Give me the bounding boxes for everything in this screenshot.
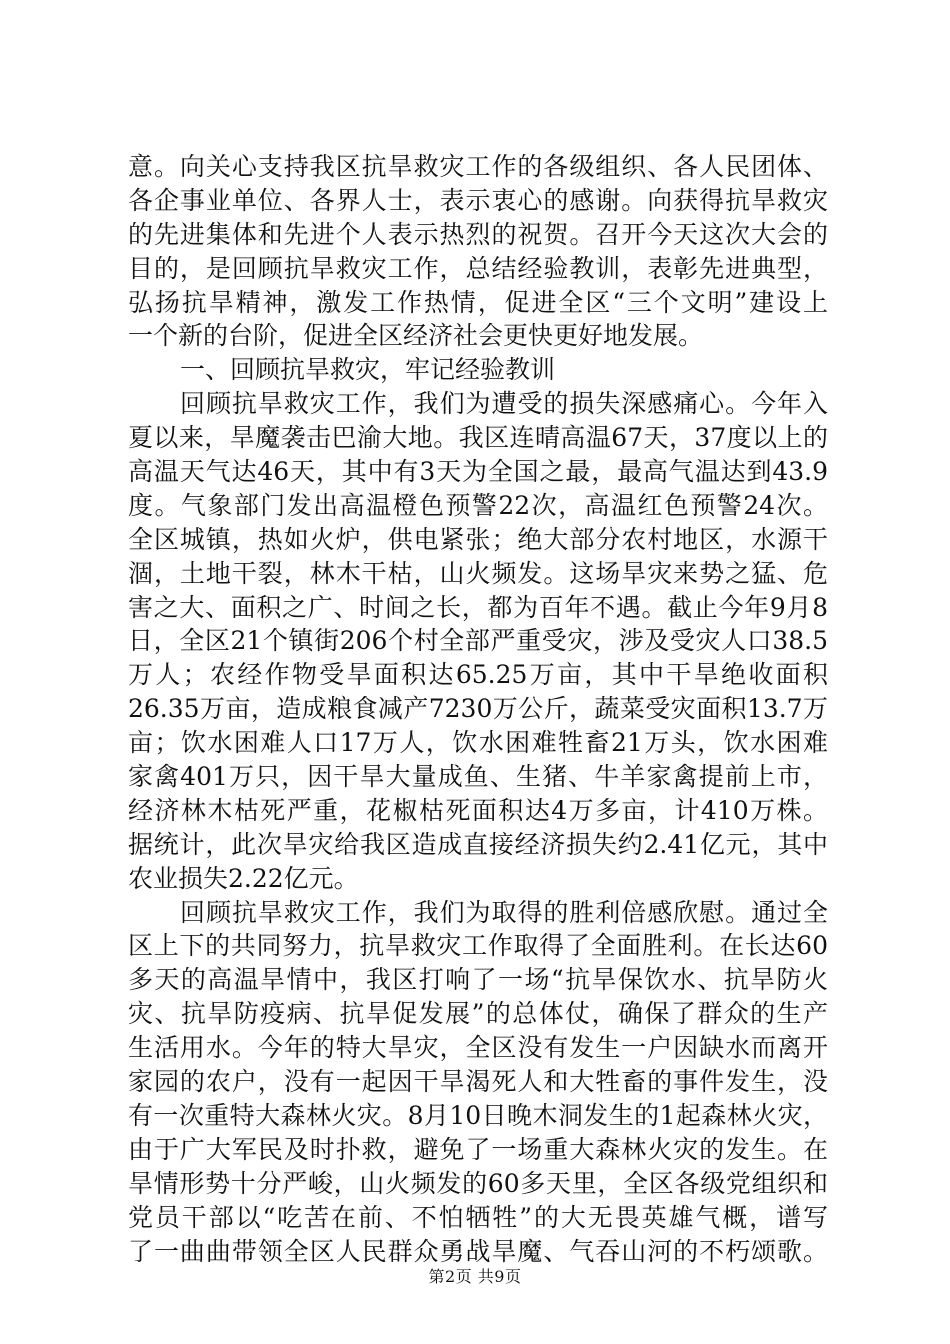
text-line: 家园的农户，没有一起因干旱渴死人和大牲畜的事件发生，没 bbox=[128, 1067, 828, 1097]
text-line: 多天的高温旱情中，我区打响了一场“抗旱保饮水、抗旱防火 bbox=[128, 965, 828, 995]
text-line: 一个新的台阶，促进全区经济社会更快更好地发展。 bbox=[128, 321, 704, 351]
text-line: 弘扬抗旱精神，激发工作热情，促进全区“三个文明”建设上 bbox=[128, 287, 828, 317]
text-line: 的先进集体和先进个人表示热烈的祝贺。召开今天这次大会的 bbox=[128, 219, 828, 249]
text-line: 夏以来，旱魔袭击巴渝大地。我区连晴高温67天，37度以上的 bbox=[128, 423, 828, 453]
text-line: 目的，是回顾抗旱救灾工作，总结经验教训，表彰先进典型， bbox=[128, 253, 828, 283]
text-line: 日，全区21个镇街206个村全部严重受灾，涉及受灾人口38.5 bbox=[128, 626, 828, 656]
text-line: 万人；农经作物受旱面积达65.25万亩，其中干旱绝收面积 bbox=[128, 660, 828, 690]
text-line: 回顾抗旱救灾工作，我们为取得的胜利倍感欣慰。通过全 bbox=[180, 897, 828, 927]
text-line: 农业损失2.22亿元。 bbox=[128, 863, 359, 893]
text-line: 意。向关心支持我区抗旱救灾工作的各级组织、各人民团体、 bbox=[128, 152, 828, 181]
text-line: 灾、抗旱防疫病、抗旱促发展”的总体仗，确保了群众的生产 bbox=[128, 999, 828, 1029]
text-line: 高温天气达46天，其中有3天为全国之最，最高气温达到43.9 bbox=[128, 457, 828, 487]
text-line: 据统计，此次旱灾给我区造成直接经济损失约2.41亿元，其中 bbox=[128, 829, 828, 859]
text-line: 亩；饮水困难人口17万人，饮水困难牲畜21万头，饮水困难 bbox=[128, 728, 828, 758]
text-line: 家禽401万只，因干旱大量成鱼、生猪、牛羊家禽提前上市， bbox=[128, 762, 828, 792]
section-heading: 一、回顾抗旱救灾，牢记经验教训 bbox=[180, 355, 556, 385]
text-line: 各企事业单位、各界人士，表示衷心的感谢。向获得抗旱救灾 bbox=[128, 185, 828, 215]
text-line: 由于广大军民及时扑救，避免了一场重大森林火灾的发生。在 bbox=[128, 1134, 828, 1164]
text-line: 经济林木枯死严重，花椒枯死面积达4万多亩，计410万株。 bbox=[128, 795, 828, 825]
text-line: 全区城镇，热如火炉，供电紧张；绝大部分农村地区，水源干 bbox=[128, 524, 828, 554]
text-line: 有一次重特大森林火灾。8月10日晚木洞发生的1起森林火灾， bbox=[128, 1100, 828, 1130]
text-line: 了一曲曲带领全区人民群众勇战旱魔、气吞山河的不朽颂歌。 bbox=[128, 1236, 828, 1266]
text-line: 26.35万亩，造成粮食减产7230万公斤，蔬菜受灾面积13.7万 bbox=[128, 694, 828, 724]
text-line: 旱情形势十分严峻，山火频发的60多天里，全区各级党组织和 bbox=[128, 1168, 828, 1198]
text-line: 害之大、面积之广、时间之长，都为百年不遇。截止今年9月8 bbox=[128, 592, 828, 622]
page-number-footer: 第2页 共9页 bbox=[428, 1267, 522, 1286]
text-line: 区上下的共同努力，抗旱救灾工作取得了全面胜利。在长达60 bbox=[128, 931, 828, 961]
document-body bbox=[128, 150, 828, 1268]
text-line: 党员干部以“吃苦在前、不怕牺牲”的大无畏英雄气概，谱写 bbox=[128, 1202, 828, 1232]
text-line: 涸，土地干裂，林木干枯，山火频发。这场旱灾来势之猛、危 bbox=[128, 558, 828, 588]
text-line: 度。气象部门发出高温橙色预警22次，高温红色预警24次。 bbox=[128, 490, 828, 520]
text-line: 生活用水。今年的特大旱灾，全区没有发生一户因缺水而离开 bbox=[128, 1033, 828, 1063]
text-line: 回顾抗旱救灾工作，我们为遭受的损失深感痛心。今年入 bbox=[180, 389, 828, 419]
